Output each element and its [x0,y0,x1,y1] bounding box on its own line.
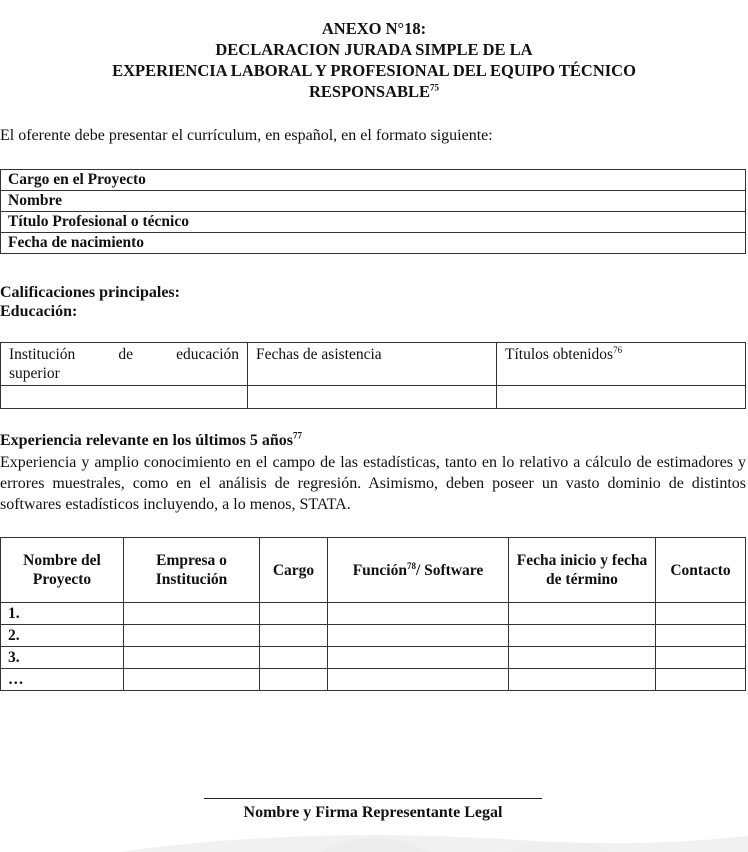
qualifications-heading: Calificaciones principales: [0,284,180,301]
info-label-birthdate: Fecha de nacimiento [1,233,746,254]
signature-line [204,798,542,799]
footnote-ref-77: 77 [293,430,303,441]
info-label-position: Cargo en el Proyecto [1,170,746,191]
col-contact: Contacto [656,538,746,603]
info-row-name [1,191,746,212]
col-company: Empresa o Institución [124,538,260,603]
col-role: Cargo [260,538,328,603]
table-row: 3. [1,647,746,669]
personal-info-table [0,169,746,254]
education-header-row [1,343,746,386]
experience-paragraph: Experiencia y amplio conocimiento en el campo de las estadísticas, tanto en lo relativo a cálculo de estimadores y errores muestrales, como en el análisis de regresión. Asimismo, deben poseer un vasto dominio de distintos softwares estadísticos incluyendo, a lo menos, STATA. [0,454,746,513]
education-col-dates: Fechas de asistencia [248,343,497,386]
info-row-position [1,170,746,191]
table-row: … [1,669,746,691]
footnote-ref-78: 78 [406,560,416,571]
table-row: 2. [1,625,746,647]
education-empty-row [1,386,746,409]
info-label-degree: Título Profesional o técnico [1,212,746,233]
footnote-ref-76: 76 [613,344,623,355]
footnote-ref-75: 75 [430,82,440,93]
title-line-responsible: RESPONSABLE$^{75}$ [308,82,440,101]
info-row-birthdate [1,233,746,254]
experience-header-row [1,538,746,603]
title-line-declaration: DECLARACION JURADA SIMPLE DE LA [215,40,533,59]
col-dates: Fecha inicio y fecha de término [509,538,656,603]
experience-heading: Experiencia relevante en los últimos 5 años$^{77}$ [0,430,303,449]
table-row: 1. [1,603,746,625]
education-heading: Educación: [0,303,78,320]
info-row-degree [1,212,746,233]
title-line-experience: EXPERIENCIA LABORAL Y PROFESIONAL DEL EQUIPO TÉCNICO [112,61,636,80]
title-line-annex: ANEXO N°18: [321,19,427,38]
education-col-institution: Institución de educación superior [1,343,248,386]
intro-text: El oferente debe presentar el currículum, en español, en el formato siguiente: [0,127,493,144]
watermark-logo [0,818,748,852]
col-function-software: Función$^{78}$/ Software [328,538,509,603]
col-project-name: Nombre del Proyecto [1,538,124,603]
education-table [0,342,746,409]
education-col-titles: Títulos obtenidos$^{76}$ [497,343,746,386]
signature-label: Nombre y Firma Representante Legal [243,804,503,821]
experience-table [0,537,746,691]
info-label-name: Nombre [1,191,746,212]
document-title [0,18,748,102]
